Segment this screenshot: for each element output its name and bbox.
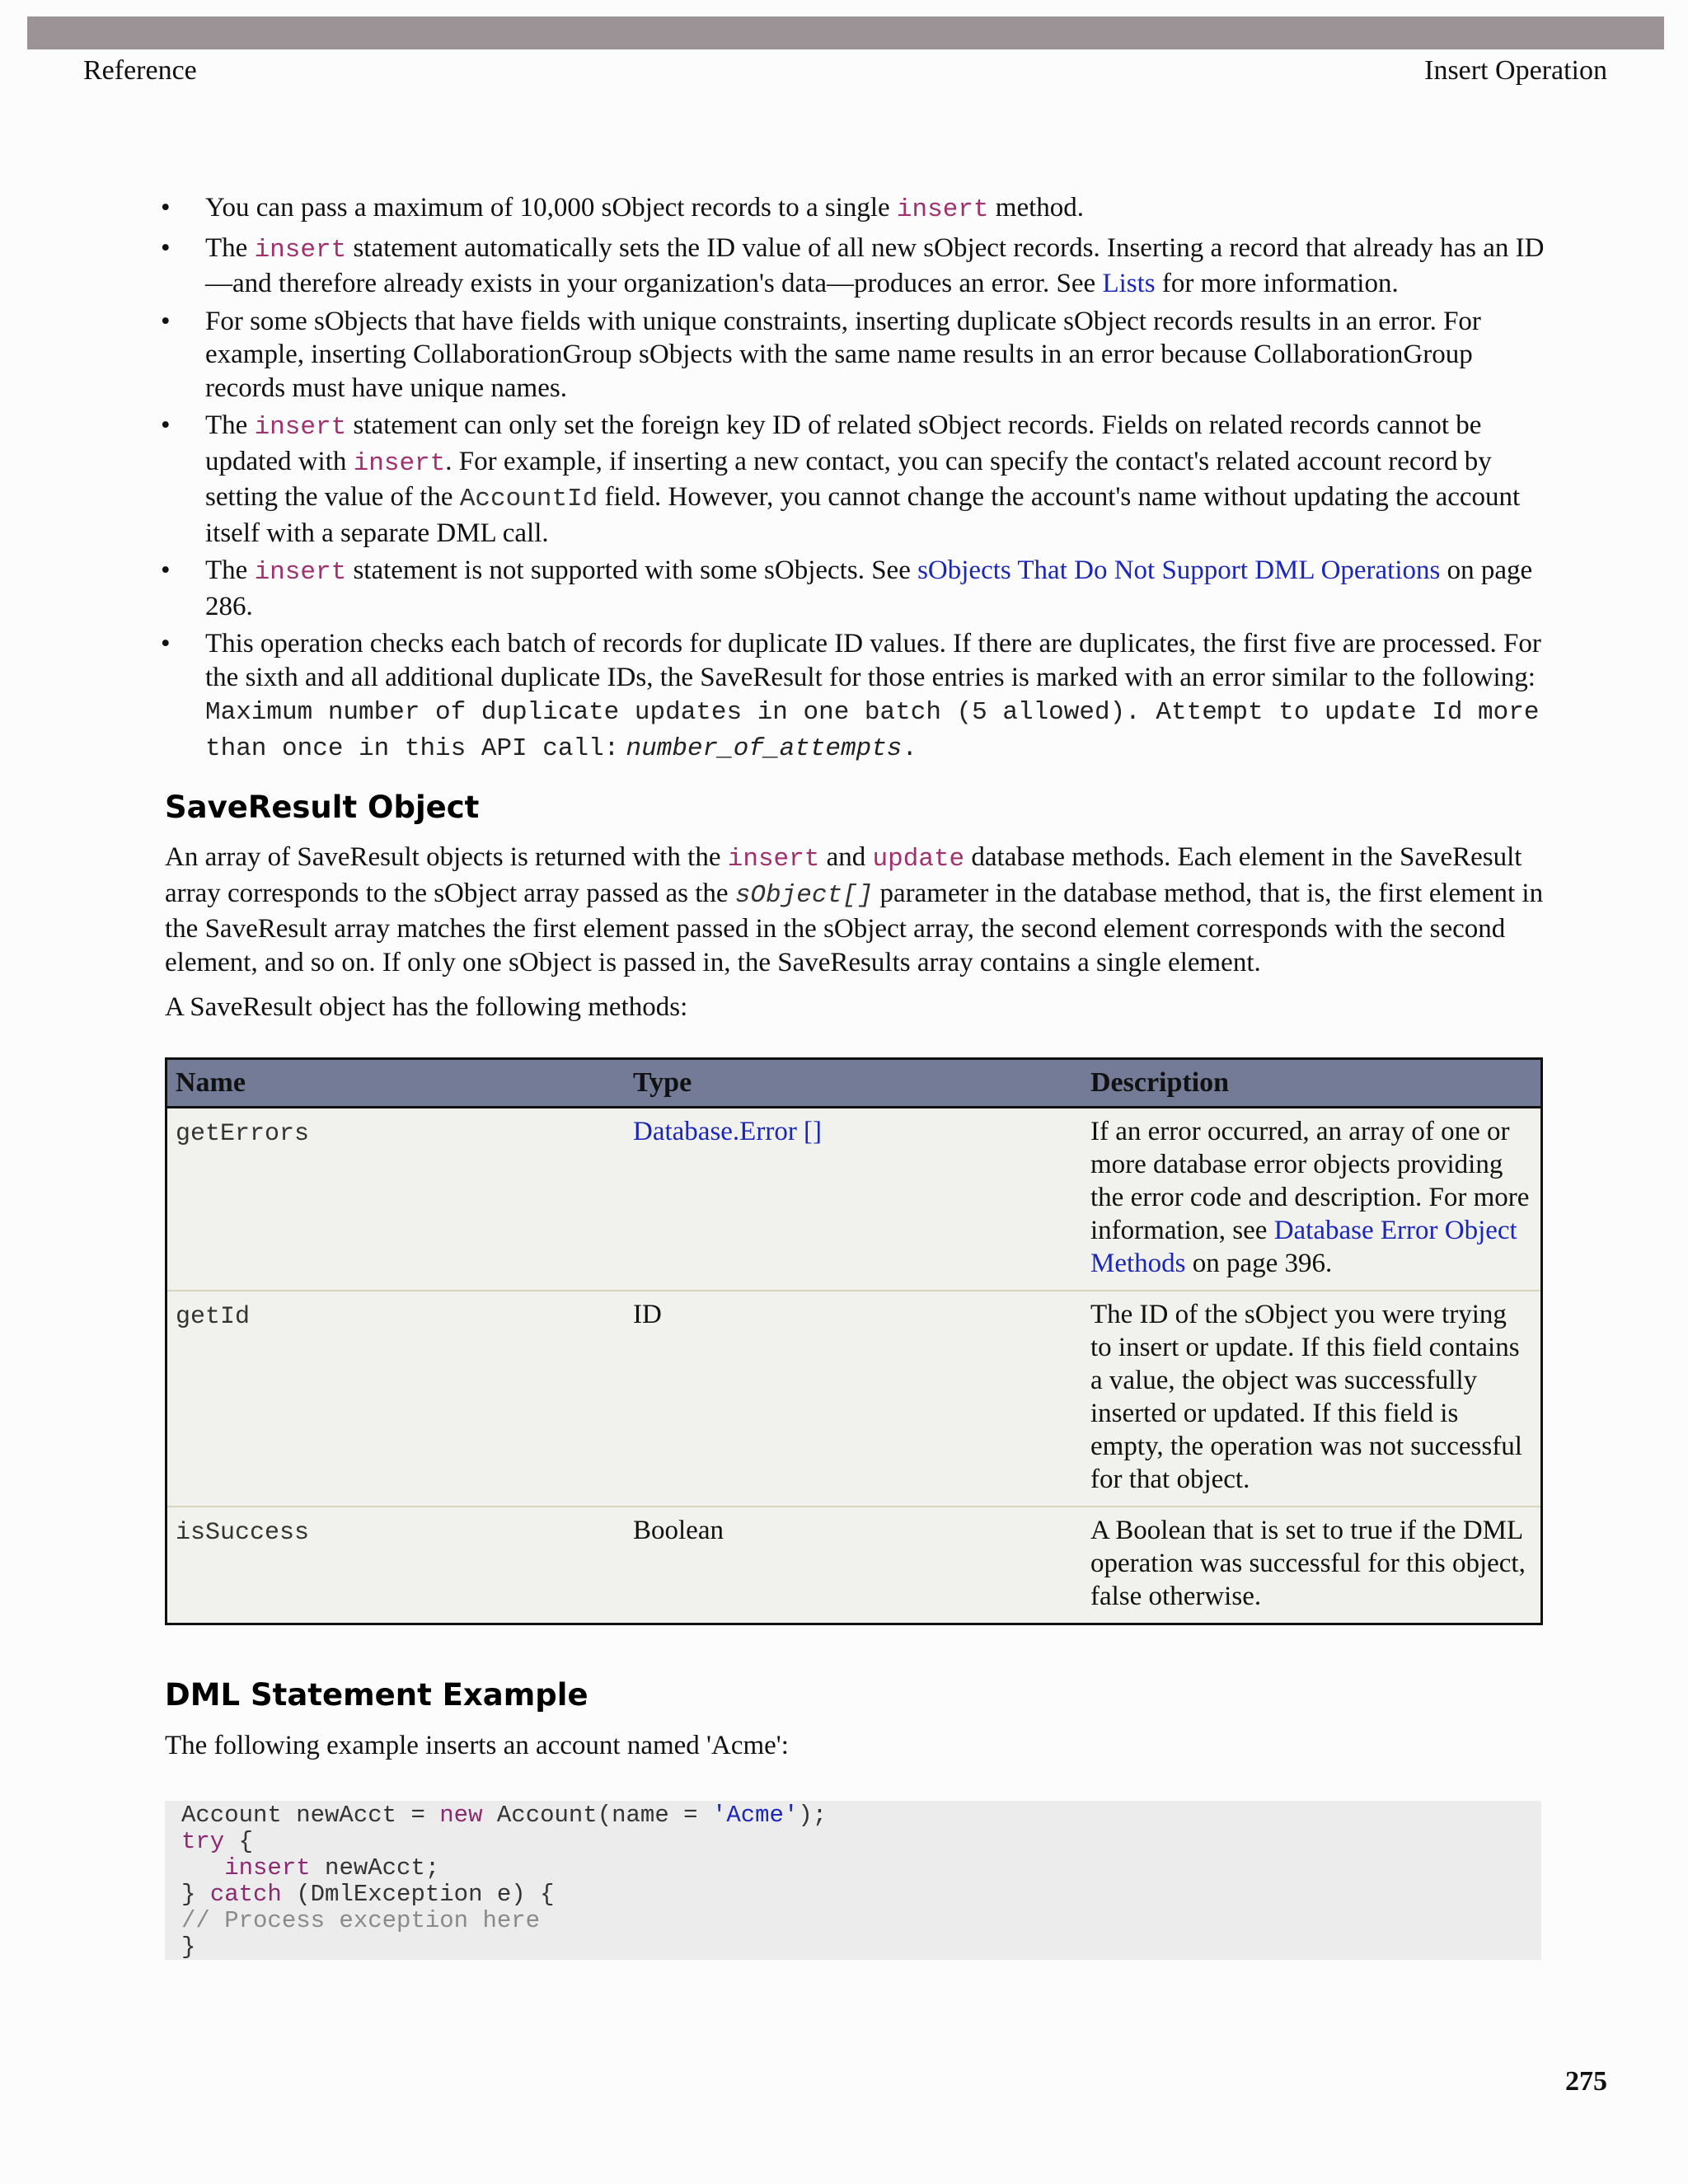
code-update: update [872, 845, 965, 874]
text: For some sObjects that have fields with unique constraints, inserting duplicate sObject records results in an error. For example, inserting CollaborationGroup sObjects with the same name results in an error because CollaborationGroup records must have unique names. [205, 306, 1481, 403]
list-item: • This operation checks each batch of records for duplicate ID values. If there are duplicates, the first five are processed. For the sixth and all additional duplicate IDs, the SaveResult for those entries is marked with an error similar to the following: Maximum number of duplicate updates in one batch (5 allowed). Attempt to update Id more than once in this API call: number_of_attempts. [161, 629, 1541, 763]
cell-description: The ID of the sObject you were trying to insert or update. If this field contains a value, the object was successfully inserted or updated. If this field is empty, the operation was not successful for that object. [1082, 1291, 1542, 1507]
code-comment: // Process exception here [181, 1907, 541, 1934]
cell-type: ID [625, 1291, 1082, 1507]
method-name: getId [176, 1303, 251, 1331]
link-database-error[interactable]: Database Error Object Methods [1090, 1216, 1517, 1278]
text: method. [988, 193, 1085, 223]
text: and [819, 842, 873, 872]
saveresult-heading: SaveResult Object [165, 790, 480, 825]
dml-example-heading: DML Statement Example [165, 1677, 588, 1713]
cell-name [166, 1108, 626, 1291]
methods-table [165, 1057, 1543, 1625]
text: An array of SaveResult objects is returned with the [165, 842, 728, 872]
cell-description [1082, 1108, 1542, 1291]
code-keyword: catch [209, 1881, 282, 1908]
error-variable: number_of_attempts [626, 733, 903, 763]
text: If an error occurred, an array of one or more database error objects providing the error code and description. For more information, see [1090, 1117, 1530, 1245]
text: on page 286. [205, 555, 1533, 621]
code-text: } [181, 1933, 196, 1961]
code-text: } [181, 1881, 210, 1908]
error-message: Maximum number of duplicate updates in one batch (5 allowed). Attempt to update Id more than once in this API call: [205, 698, 1540, 763]
header-bar [27, 16, 1664, 49]
table-row [166, 1108, 1542, 1291]
code-keyword: insert [224, 1854, 311, 1882]
text: The [205, 410, 255, 440]
text: on page 396. [1185, 1249, 1333, 1278]
code-string: 'Acme' [711, 1802, 799, 1829]
table-row [166, 1507, 1542, 1624]
type-link[interactable]: Database.Error [] [633, 1117, 823, 1146]
page-number: 275 [1565, 2066, 1607, 2097]
code-insert: insert [254, 235, 347, 265]
cell-description: A Boolean that is set to true if the DML operation was successful for this object, false otherwise. [1082, 1507, 1542, 1624]
methods-intro: A SaveResult object has the following methods: [165, 992, 688, 1022]
list-item: • For some sObjects that have fields with unique constraints, inserting duplicate sObject records results in an error. For example, inserting CollaborationGroup sObjects with the same name results in an error because CollaborationGroup records must have unique names. [161, 306, 1481, 403]
table-row [166, 1291, 1542, 1507]
link-lists[interactable]: Lists [1102, 269, 1156, 298]
code-keyword: new [439, 1802, 483, 1829]
text: parameter in the database method, that is, the first element in the SaveResult array matches the first element passed in the sObject array, the second element corresponds with the second element, and so on. If only one sObject is passed in, the SaveResults array contains a single element. [165, 878, 1544, 977]
code-text: { [224, 1828, 254, 1855]
code-sobject-array: sObject[] [734, 880, 874, 910]
column-header-description: Description [1082, 1059, 1542, 1108]
code-insert: insert [254, 413, 347, 442]
code-text: (DmlException e) { [281, 1881, 555, 1908]
text: statement is not supported with some sObjects. See [346, 555, 918, 585]
list-item: • The insert statement is not supported with some sObjects. See sObjects That Do Not Support DML Operations on page 286. [161, 555, 1533, 621]
text: database methods. Each element in the SaveResult array corresponds to the sObject array passed as the [165, 842, 1522, 908]
code-text: Account newAcct = [181, 1802, 440, 1829]
text: for more information. [1155, 269, 1399, 298]
code-block [165, 1801, 1541, 1960]
code-text: newAcct; [310, 1854, 440, 1882]
list-item: • The insert statement can only set the foreign key ID of related sObject records. Fields on related records cannot be updated with insert. For example, if inserting a new contact, you can specify the contact's related account record by setting the value of the AccountId field. However, you cannot change the account's name without updating the account itself with a separate DML call. [161, 410, 1521, 548]
text: field. However, you cannot change the account's name without updating the account itself with a separate DML call. [205, 482, 1521, 548]
method-name: getErrors [176, 1120, 310, 1148]
code-insert: insert [727, 845, 820, 874]
code-accountid: AccountId [459, 485, 598, 513]
notes-list [161, 191, 1545, 770]
method-name: isSuccess [176, 1519, 310, 1547]
dml-example-intro: The following example inserts an account named 'Acme': [165, 1731, 789, 1760]
code-indent [181, 1854, 224, 1882]
error-end: . [902, 733, 918, 763]
code-insert: insert [254, 558, 347, 587]
saveresult-paragraph [165, 841, 1545, 979]
cell-type [625, 1108, 1082, 1291]
cell-type: Boolean [625, 1507, 1082, 1624]
code-keyword: try [181, 1828, 225, 1855]
text: You can pass a maximum of 10,000 sObject records to a single [205, 193, 897, 223]
list-item: • The insert statement automatically sets the ID value of all new sObject records. Inserting a record that already has an ID—and therefore already exists in your organization's data—produces an error. See Lists for more information. [161, 232, 1545, 298]
text: This operation checks each batch of records for duplicate ID values. If there are duplicates, the first five are processed. For the sixth and all additional duplicate IDs, the SaveResult for those entries is marked with an error similar to the following: [205, 629, 1541, 692]
code-insert: insert [896, 195, 989, 224]
code-listing [181, 1801, 1541, 1961]
code-text: Account(name = [482, 1802, 712, 1829]
text: statement can only set the foreign key ID of related sObject records. Fields on related records cannot be updated with [205, 410, 1482, 476]
section-title: Reference [83, 55, 197, 86]
link-sobjects-dml[interactable]: sObjects That Do Not Support DML Operations [917, 555, 1441, 585]
table-header-row [166, 1059, 1542, 1108]
text: statement automatically sets the ID value of all new sObject records. Inserting a record that already has an ID—and therefore already exists in your organization's data—produces an error. See [205, 232, 1545, 298]
column-header-name: Name [166, 1059, 626, 1108]
list-item: • You can pass a maximum of 10,000 sObject records to a single insert method. [161, 193, 1085, 224]
chapter-title: Insert Operation [1424, 55, 1607, 86]
cell-name [166, 1507, 626, 1624]
text: . For example, if inserting a new contact, you can specify the contact's related account record by setting the value of the [205, 446, 1492, 512]
text: The [205, 555, 255, 585]
code-text: ); [798, 1802, 828, 1829]
text: The [205, 232, 255, 263]
cell-name [166, 1291, 626, 1507]
column-header-type: Type [625, 1059, 1082, 1108]
code-insert: insert [353, 448, 446, 478]
